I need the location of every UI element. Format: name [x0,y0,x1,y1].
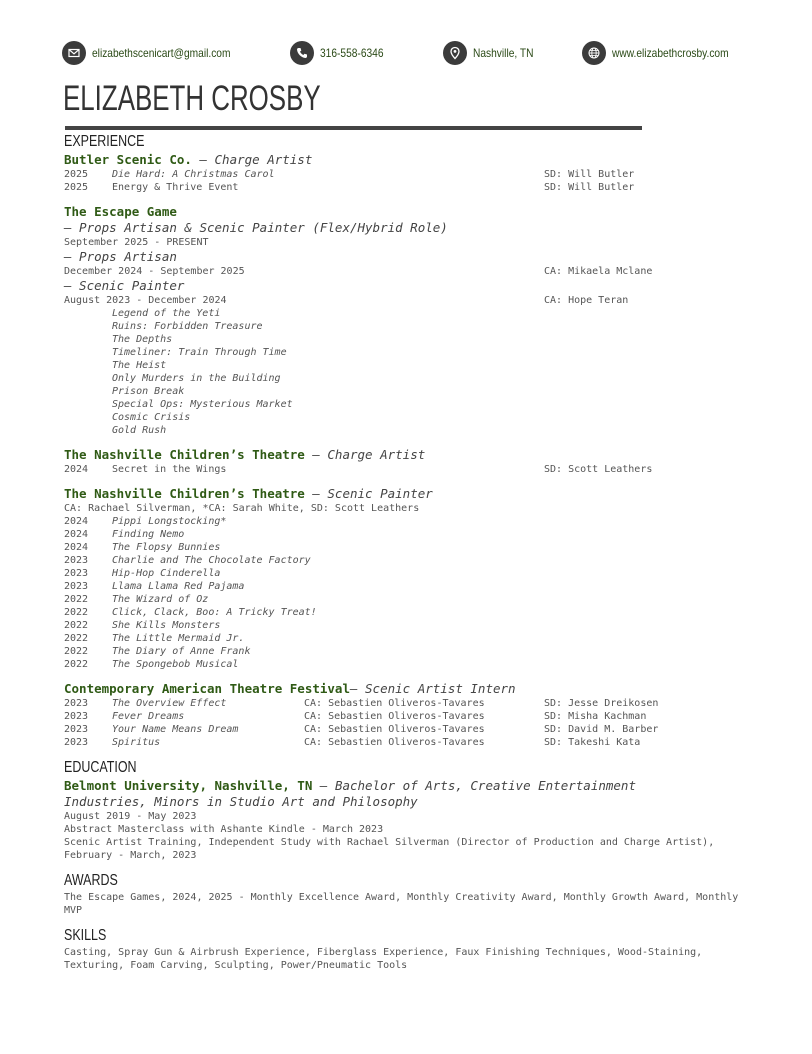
list-item: Ruins: Forbidden Treasure [112,321,263,332]
location-pin-icon [443,41,467,65]
email-text: elizabethscenicart@gmail.com [92,46,231,60]
website-text: www.elizabethcrosby.com [612,46,729,60]
contact-phone[interactable] [290,39,395,67]
job-title-catf [64,681,764,697]
year: 2024 [64,464,89,475]
credit-row [64,463,764,476]
scenic-designer: SD: Scott Leathers [544,464,653,475]
credit-row: 2023 Charlie and The Chocolate Factory [64,555,311,566]
charge-artist: CA: Mikaela Mclane [544,266,653,277]
credit-row: 2023 Hip-Hop Cinderella [64,568,221,579]
list-item: The Heist [112,360,167,371]
list-item: Legend of the Yeti [112,308,221,319]
company-name: The Nashville Children’s Theatre [64,486,305,501]
list-item: Cosmic Crisis [112,412,191,423]
list-item: Special Ops: Mysterious Market [112,399,293,410]
person-name: ELIZABETH CROSBY [63,79,321,118]
job-dates: September 2025 - PRESENT [64,237,209,248]
credit-row: 2022 The Little Mermaid Jr. [64,633,245,644]
credit-row: 2024 Finding Nemo [64,529,185,540]
contact-bar [62,39,752,67]
credit-row [64,168,764,181]
credit-row: 2024 The Flopsy Bunnies [64,542,221,553]
list-item: Gold Rush [112,425,167,436]
section-heading-skills: SKILLS [64,927,107,944]
production-title: Die Hard: A Christmas Carol [112,169,275,180]
company-name: Contemporary American Theatre Festival [64,681,350,696]
resume-body [64,132,764,972]
year: 2025 [64,169,89,180]
scenic-designer: SD: Will Butler [544,169,635,180]
year: 2025 [64,182,89,193]
job-role: – Props Artisan [64,249,177,264]
credit-row [64,181,764,194]
credit-row: 2023 Spiritus CA: Sebastien Oliveros-Tavares SD: Takeshi Kata [64,737,641,748]
company-name: Butler Scenic Co. [64,152,192,167]
list-item: Timeliner: Train Through Time [112,347,287,358]
section-heading-education: EDUCATION [64,759,137,776]
credits-line: CA: Rachael Silverman, *CA: Sarah White, SD: Scott Leathers [64,503,420,514]
credit-row: 2022 The Spongebob Musical [64,659,239,670]
credit-row: 2022 Click, Clack, Boo: A Tricky Treat! [64,607,317,618]
company-name: The Escape Game [64,204,177,219]
production-title: Energy & Thrive Event [112,182,239,193]
credit-row: 2023 Your Name Means Dream CA: Sebastien Oliveros-Tavares SD: David M. Barber [64,724,659,735]
degree: – Bachelor of Arts, Creative Entertainment [319,778,636,793]
phone-icon [290,41,314,65]
job-title-nct-charge-artist [64,447,764,463]
contact-website[interactable] [582,39,749,67]
section-heading-experience: EXPERIENCE [64,133,145,150]
globe-icon [582,41,606,65]
job-role: – Props Artisan & Scenic Painter (Flex/Hybrid Role) [64,220,448,235]
header-divider [65,126,642,130]
credit-row: 2023 Llama Llama Red Pajama [64,581,245,592]
awards-text: The Escape Games, 2024, 2025 - Monthly Excellence Award, Monthly Creativity Award, Monthly Growth Award, Monthly MVP [64,892,739,916]
credit-row: 2022 The Diary of Anne Frank [64,646,251,657]
degree-continued: Industries, Minors in Studio Art and Philosophy [64,794,418,809]
credit-row: 2023 Fever Dreams CA: Sebastien Oliveros-Tavares SD: Misha Kachman [64,711,647,722]
job-role: – Charge Artist [199,152,313,167]
school-name: Belmont University, Nashville, TN [64,778,313,793]
credit-row: 2023 The Overview Effect CA: Sebastien Oliveros-Tavares SD: Jesse Dreikosen [64,698,659,709]
job-role: – Scenic Painter [312,486,433,501]
job-dates: December 2024 - September 2025 CA: Mikaela Mclane [64,266,653,277]
skills-text: Casting, Spray Gun & Airbrush Experience, Fiberglass Experience, Faux Finishing Techniques, Wood-Staining, Texturing, Foam Carving, Sculpting, Power/Pneumatic Tools [64,947,703,971]
education-line: Abstract Masterclass with Ashante Kindle - March 2023 [64,824,384,835]
job-dates: August 2023 - December 2024 CA: Hope Teran [64,295,629,306]
list-item: Only Murders in the Building [112,373,281,384]
scenic-designer: SD: Will Butler [544,182,635,193]
job-role: – Charge Artist [312,447,426,462]
production-title: Secret in the Wings [112,464,227,475]
phone-text: 316-558-6346 [320,46,384,60]
education-title [64,778,764,794]
credit-row: 2022 She Kills Monsters [64,620,221,631]
credit-row: 2024 Pippi Longstocking* [64,516,227,527]
job-title-butler [64,152,764,168]
list-item: The Depths [112,334,173,345]
contact-email[interactable] [62,39,255,67]
education-line: Scenic Artist Training, Independent Study with Rachael Silverman (Director of Production and Charge Artist), February - March, 2023 [64,837,715,861]
mail-icon [62,41,86,65]
job-title-nct-scenic-painter [64,486,764,502]
education-dates: August 2019 - May 2023 [64,811,197,822]
job-title-escape-game [64,204,764,220]
charge-artist: CA: Hope Teran [544,295,629,306]
credit-row: 2022 The Wizard of Oz [64,594,209,605]
job-role: – Scenic Artist Intern [349,681,516,696]
job-role: – Scenic Painter [64,278,185,293]
company-name: The Nashville Children’s Theatre [64,447,305,462]
section-heading-awards: AWARDS [64,872,118,889]
location-text: Nashville, TN [473,46,534,60]
list-item: Prison Break [112,386,185,397]
contact-location [443,39,544,67]
